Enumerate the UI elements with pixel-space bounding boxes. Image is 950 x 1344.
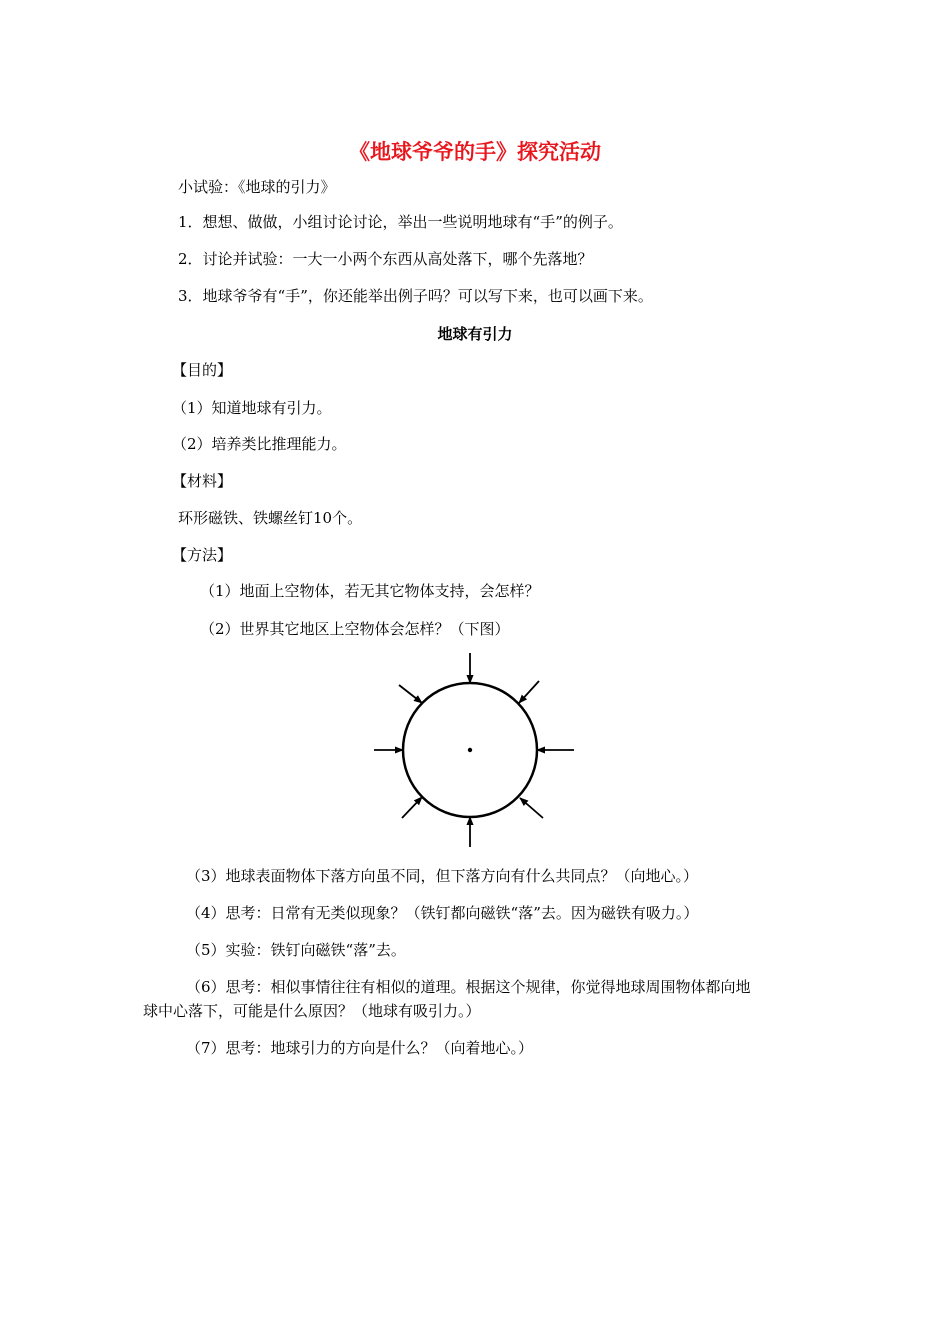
materials-heading: 【材料】 [172, 472, 233, 490]
method-item-3: （3）地球表面物体下落方向虽不同，但下落方向有什么共同点？（向地心。） [186, 867, 699, 885]
experiment-label: 小试验：《地球的引力》 [178, 178, 336, 196]
question-1: 1．想想、做做，小组讨论讨论，举出一些说明地球有“手”的例子。 [178, 213, 623, 231]
arrow-bottom-right [520, 798, 543, 818]
method-item-6-line-2: 球中心落下，可能是什么原因？（地球有吸引力。） [143, 1002, 481, 1020]
earth-center-dot [468, 748, 472, 752]
arrow-bottom-left [402, 797, 422, 818]
method-item-5: （5）实验：铁钉向磁铁“落”去。 [186, 941, 406, 959]
method-item-7: （7）思考：地球引力的方向是什么？（向着地心。） [186, 1039, 534, 1057]
method-heading: 【方法】 [172, 546, 233, 564]
method-item-2: （2）世界其它地区上空物体会怎样？（下图） [200, 620, 510, 638]
method-item-4: （4）思考：日常有无类似现象？（铁钉都向磁铁“落”去。因为磁铁有吸力。） [186, 904, 699, 922]
document-title: 《地球爷爷的手》探究活动 [349, 140, 601, 164]
arrow-top-left [399, 685, 422, 703]
purpose-item-1: （1）知道地球有引力。 [172, 399, 332, 417]
arrow-top-right [519, 681, 539, 703]
purpose-item-2: （2）培养类比推理能力。 [172, 435, 347, 453]
section-title: 地球有引力 [437, 325, 513, 343]
method-item-1: （1）地面上空物体，若无其它物体支持，会怎样？ [200, 582, 540, 600]
question-2: 2．讨论并试验：一大一小两个东西从高处落下，哪个先落地？ [178, 250, 593, 268]
purpose-heading: 【目的】 [172, 361, 233, 379]
earth-gravity-diagram [368, 648, 580, 852]
materials-text: 环形磁铁、铁螺丝钉10个。 [178, 509, 363, 527]
question-3: 3．地球爷爷有“手”，你还能举出例子吗？可以写下来，也可以画下来。 [178, 287, 653, 305]
method-item-6-line-1: （6）思考：相似事情往往有相似的道理。根据这个规律，你觉得地球周围物体都向地 [186, 978, 751, 996]
